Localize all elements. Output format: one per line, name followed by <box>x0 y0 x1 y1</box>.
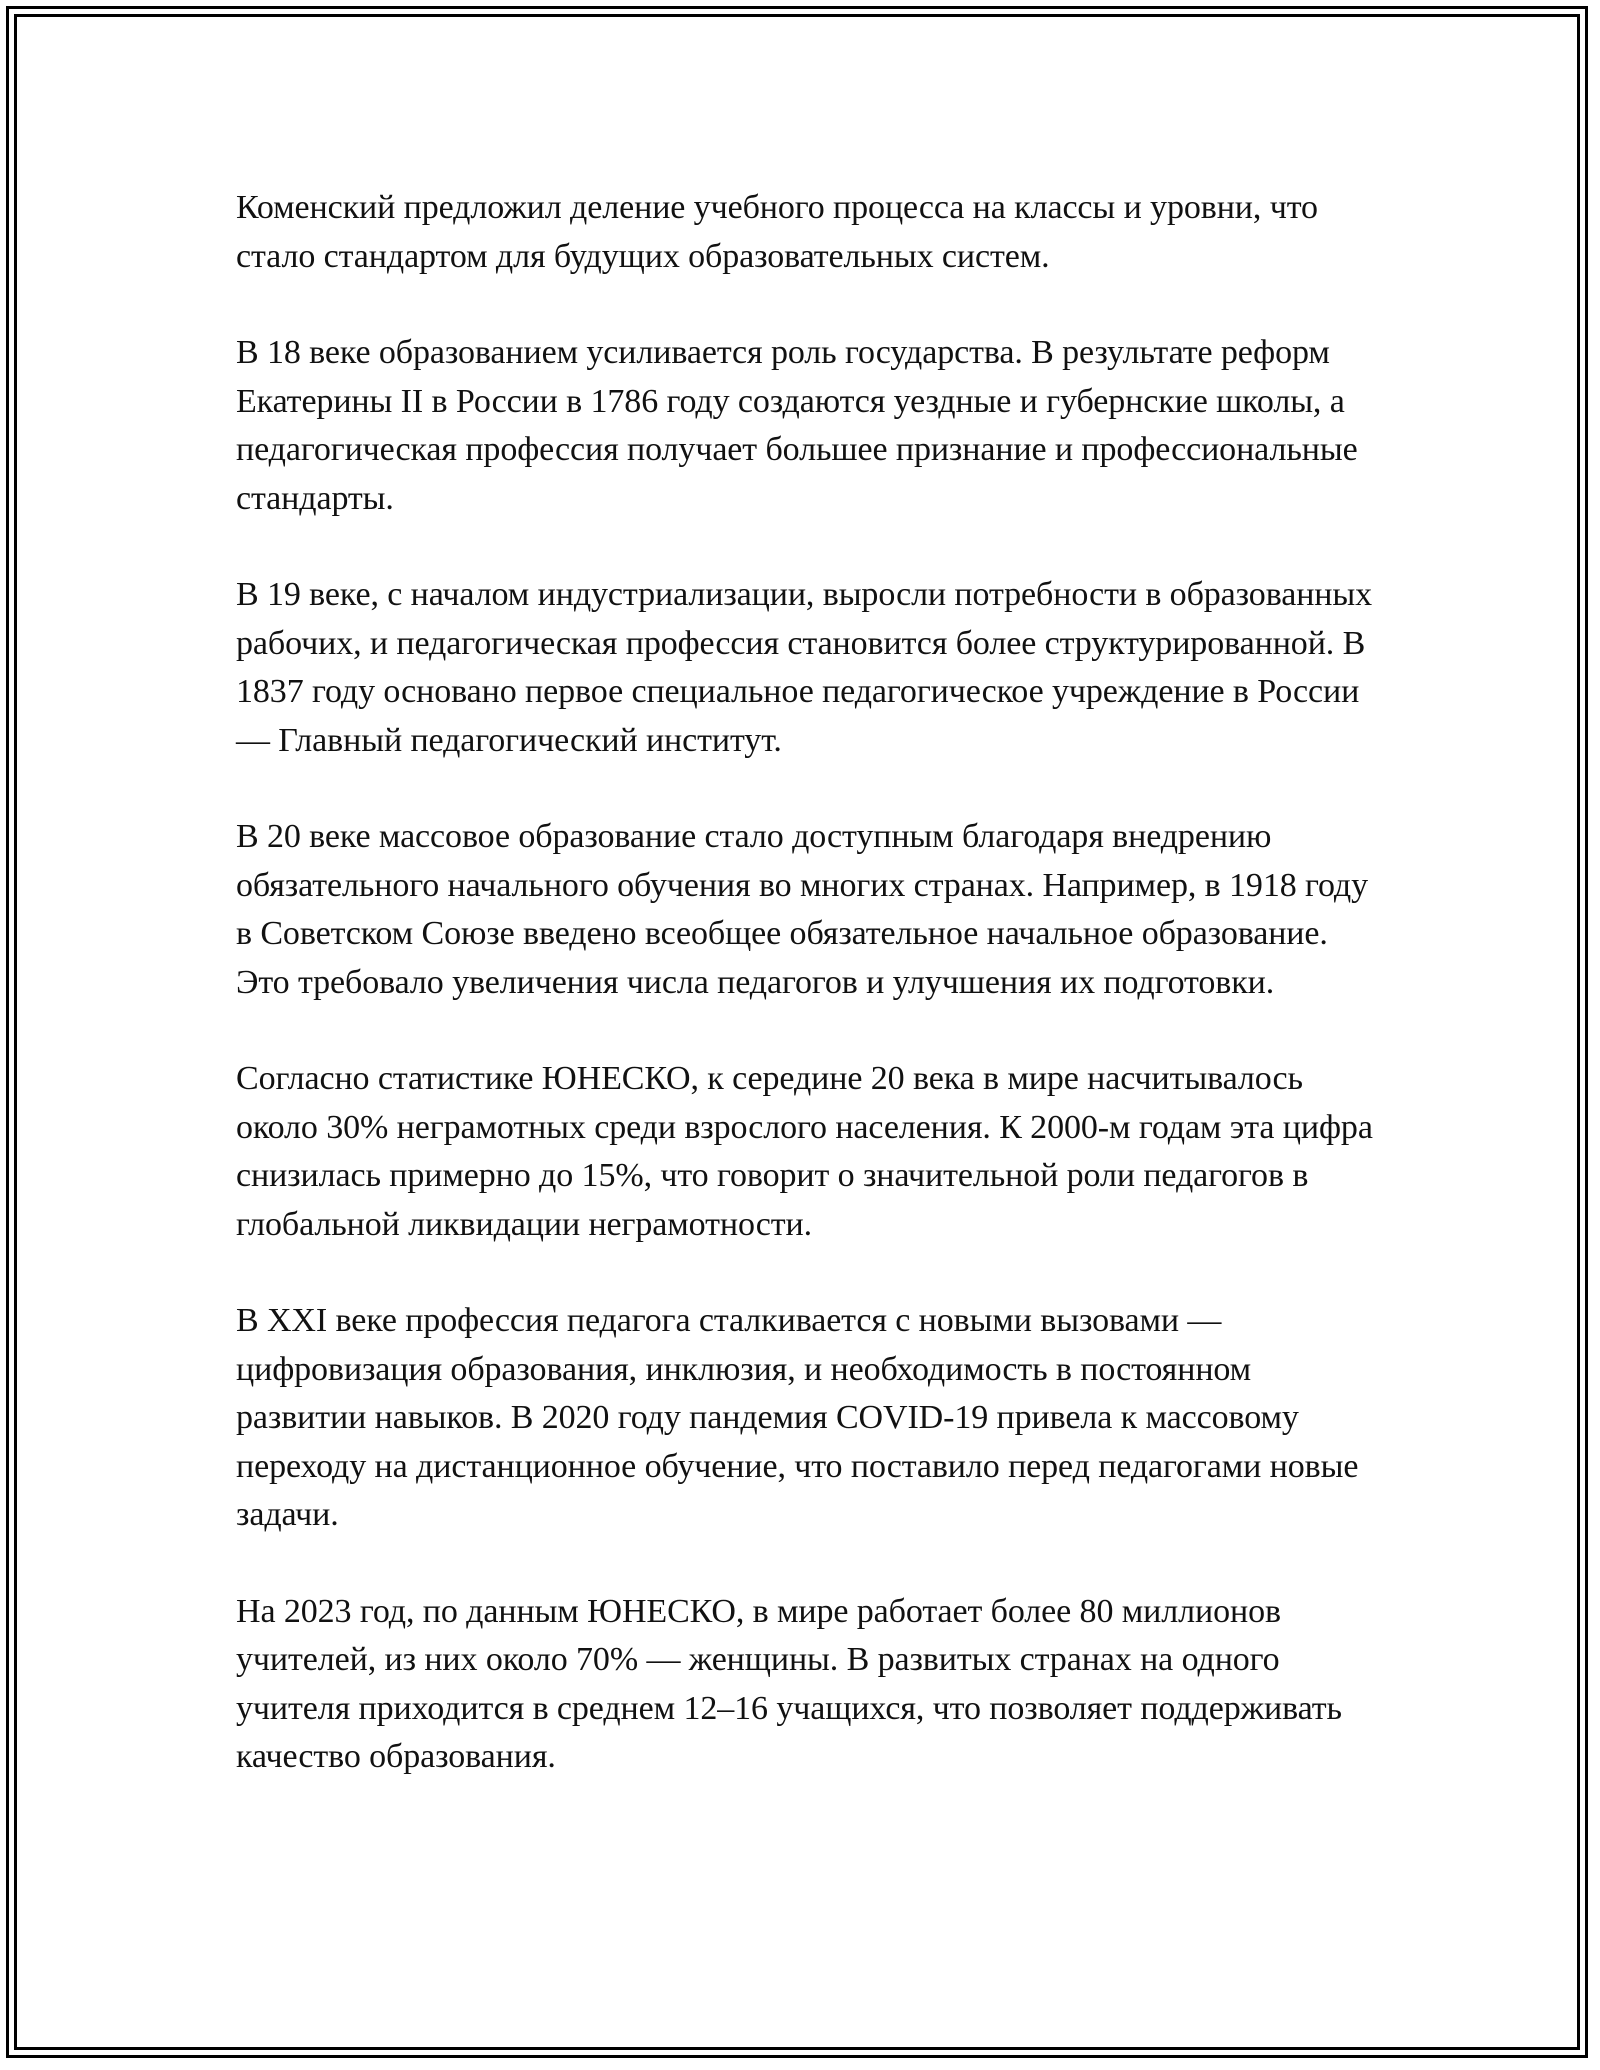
paragraph-2023-statistics: На 2023 год, по данным ЮНЕСКО, в мире работает более 80 миллионов учителей, из них около 70% — женщины. В развитых странах на одного учителя приходится в среднем 12–16 учащихся, что позволяет поддерживать качество образования. <box>236 1592 1342 1775</box>
document-body <box>236 184 1386 1782</box>
paragraph-18th-century: В 18 веке образованием усиливается роль государства. В результате реформ Екатерины II в России в 1786 году создаются уездные и губернские школы, а педагогическая профессия получает большее признание и профессиональные стандарты. <box>236 334 1358 517</box>
paragraph-comenius: Коменский предложил деление учебного процесса на классы и уровни, что стало стандартом для будущих образовательных систем. <box>236 189 1318 275</box>
paragraph-19th-century: В 19 веке, с началом индустриализации, выросли потребности в образованных рабочих, и педагогическая профессия становится более структурированной. В 1837 году основано первое специальное педагогическое учреждение в России — Главный педагогический институт. <box>236 576 1373 759</box>
paragraph-unesco-literacy: Согласно статистике ЮНЕСКО, к середине 20 века в мире насчитывалось около 30% неграмотных среди взрослого населения. К 2000-м годам эта цифра снизилась примерно до 15%, что говорит о значительной роли педагогов в глобальной ликвидации неграмотности. <box>236 1060 1373 1243</box>
paragraph-21st-century: В XXI веке профессия педагога сталкивается с новыми вызовами — цифровизация образования, инклюзия, и необходимость в постоянном развитии навыков. В 2020 году пандемия COVID-19 привела к массовому переходу на дистанционное обучение, что поставило перед педагогами новые задачи. <box>236 1302 1359 1533</box>
paragraph-20th-century: В 20 веке массовое образование стало доступным благодаря внедрению обязательного начального обучения во многих странах. Например, в 1918 году в Советском Союзе введено всеобщее обязательное начальное образование. Это требовало увеличения числа педагогов и улучшения их подготовки. <box>236 818 1369 1001</box>
